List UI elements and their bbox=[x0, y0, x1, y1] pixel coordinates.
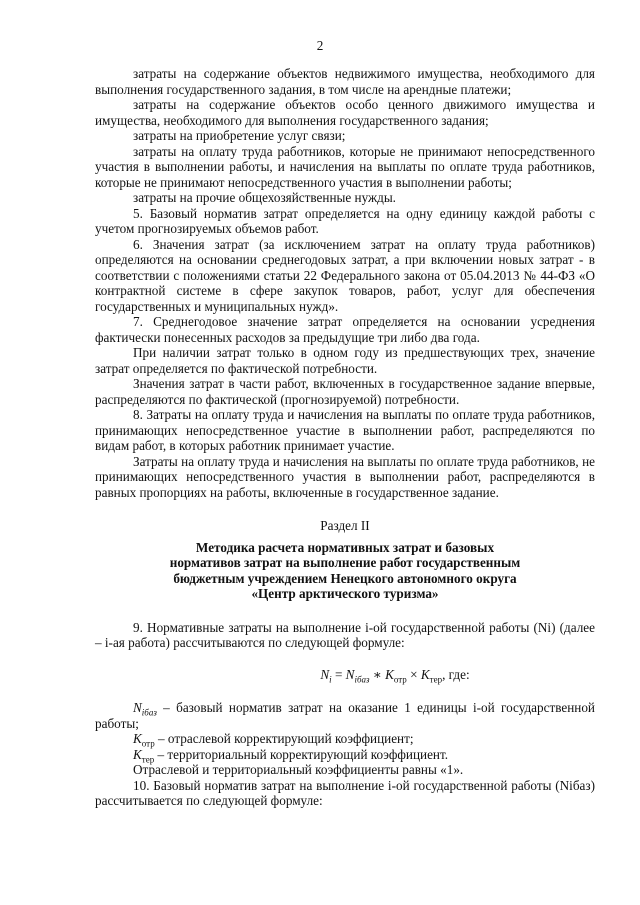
def-symbol-sub: тер bbox=[141, 754, 155, 765]
paragraph: затраты на прочие общехозяйственные нужды. bbox=[133, 190, 396, 205]
def-symbol: K bbox=[133, 731, 142, 746]
coefficient-note: Отраслевой и территориальный коэффициенты равны «1». bbox=[133, 762, 464, 777]
def-symbol-sub: отр bbox=[141, 738, 155, 749]
formula-term-k-otr-sub: отр bbox=[393, 674, 407, 685]
formula-term-n: N bbox=[345, 666, 355, 682]
paragraph: затраты на оплату труда работников, которые не принимают непосредственного участия в выполнении работы, и начисления на выплаты по оплате труда работников, которые не принимают непосредственного участия в выполнении работы; bbox=[95, 143, 595, 190]
paragraph: затраты на приобретение услуг связи; bbox=[133, 128, 346, 143]
formula-tail: , где: bbox=[442, 666, 470, 682]
def-text: – отраслевой корректирующий коэффициент; bbox=[154, 731, 414, 746]
def-symbol: K bbox=[133, 746, 142, 762]
paragraph: Затраты на оплату труда и начисления на выплаты по оплате труда работников, не принимающих непосредственного участия в выполнении работ, распределяются в равных пропорциях на работы, включенные в государственное задание. bbox=[95, 453, 595, 500]
section-title-line: нормативов затрат на выполнение работ государственным bbox=[169, 555, 521, 570]
def-text: – базовый норматив затрат на оказание 1 единицы i-ой государственной работы; bbox=[95, 700, 595, 731]
definition-k-ter bbox=[95, 747, 595, 763]
section-title-line: Методика расчета нормативных затрат и базовых bbox=[195, 539, 495, 555]
formula-lhs: N bbox=[320, 666, 330, 682]
document-body bbox=[95, 66, 595, 809]
definition-k-otr bbox=[95, 731, 595, 747]
formula-term-n-sub: iбаз bbox=[354, 674, 370, 685]
paragraph-5: 5. Базовый норматив затрат определяется на одну единицу каждой работы с учетом прогнозируемых объемов работ. bbox=[95, 205, 595, 236]
formula-op-times: × bbox=[406, 666, 421, 682]
formula-term-k-ter-sub: тер bbox=[429, 674, 443, 685]
page-number: 2 bbox=[316, 38, 324, 53]
formula-term-k-otr: K bbox=[385, 666, 394, 682]
formula-op-multiply: ∗ bbox=[369, 666, 386, 682]
paragraph: При наличии затрат только в одном году из предшествующих трех, значение затрат определяется по фактической потребности. bbox=[95, 345, 595, 376]
def-symbol-sub: iбаз bbox=[141, 707, 157, 718]
formula-lhs-sub: i bbox=[329, 674, 332, 685]
paragraph: затраты на содержание объектов особо ценного движимого имущества и имущества, необходимого для выполнения государственного задания; bbox=[95, 97, 595, 128]
section-label: Раздел II bbox=[320, 518, 370, 533]
formula-eq: = bbox=[331, 666, 346, 682]
definition-n-ibaz bbox=[95, 700, 595, 731]
paragraph: затраты на содержание объектов недвижимого имущества, необходимого для выполнения государственного задания, в том числе на арендные платежи; bbox=[95, 66, 595, 97]
paragraph-6: 6. Значения затрат (за исключением затрат на оплату труда работников) определяются на основании среднегодовых затрат, а при включении новых затрат - в соответствии с положениями статьи 22 Федерального закона от 05.04.2013 № 44-ФЗ «О контрактной системе в сфере закупок товаров, работ, услуг для обеспечения государственных и муниципальных нужд». bbox=[95, 236, 595, 314]
paragraph-7: 7. Среднегодовое значение затрат определяется на основании усреднения фактически понесенных расходов за предыдущие три либо два года. bbox=[95, 314, 595, 345]
formula-term-k-ter: K bbox=[420, 666, 430, 682]
section-title-line: «Центр арктического туризма» bbox=[251, 586, 439, 601]
paragraph-8: 8. Затраты на оплату труда и начисления на выплаты по оплате труда работников, принимающих непосредственное участие в выполнении работ, распределяются по видам работ, в которых работник принимает участие. bbox=[95, 407, 595, 453]
paragraph-9: 9. Нормативные затраты на выполнение i-ой государственной работы (Ni) (далее – i-ая работа) рассчитываются по следующей формуле: bbox=[95, 619, 595, 650]
def-text: – территориальный корректирующий коэффициент. bbox=[154, 746, 449, 762]
formula-ni bbox=[95, 667, 595, 683]
paragraph-10: 10. Базовый норматив затрат на выполнение i-ой государственной работы (Niбаз) рассчитывается по следующей формуле: bbox=[95, 777, 595, 808]
section-title-line: бюджетным учреждением Ненецкого автономного округа bbox=[173, 570, 517, 586]
def-symbol: N bbox=[133, 700, 142, 715]
paragraph: Значения затрат в части работ, включенных в государственное задание впервые, распределяются по фактической (прогнозируемой) потребности. bbox=[95, 376, 595, 407]
